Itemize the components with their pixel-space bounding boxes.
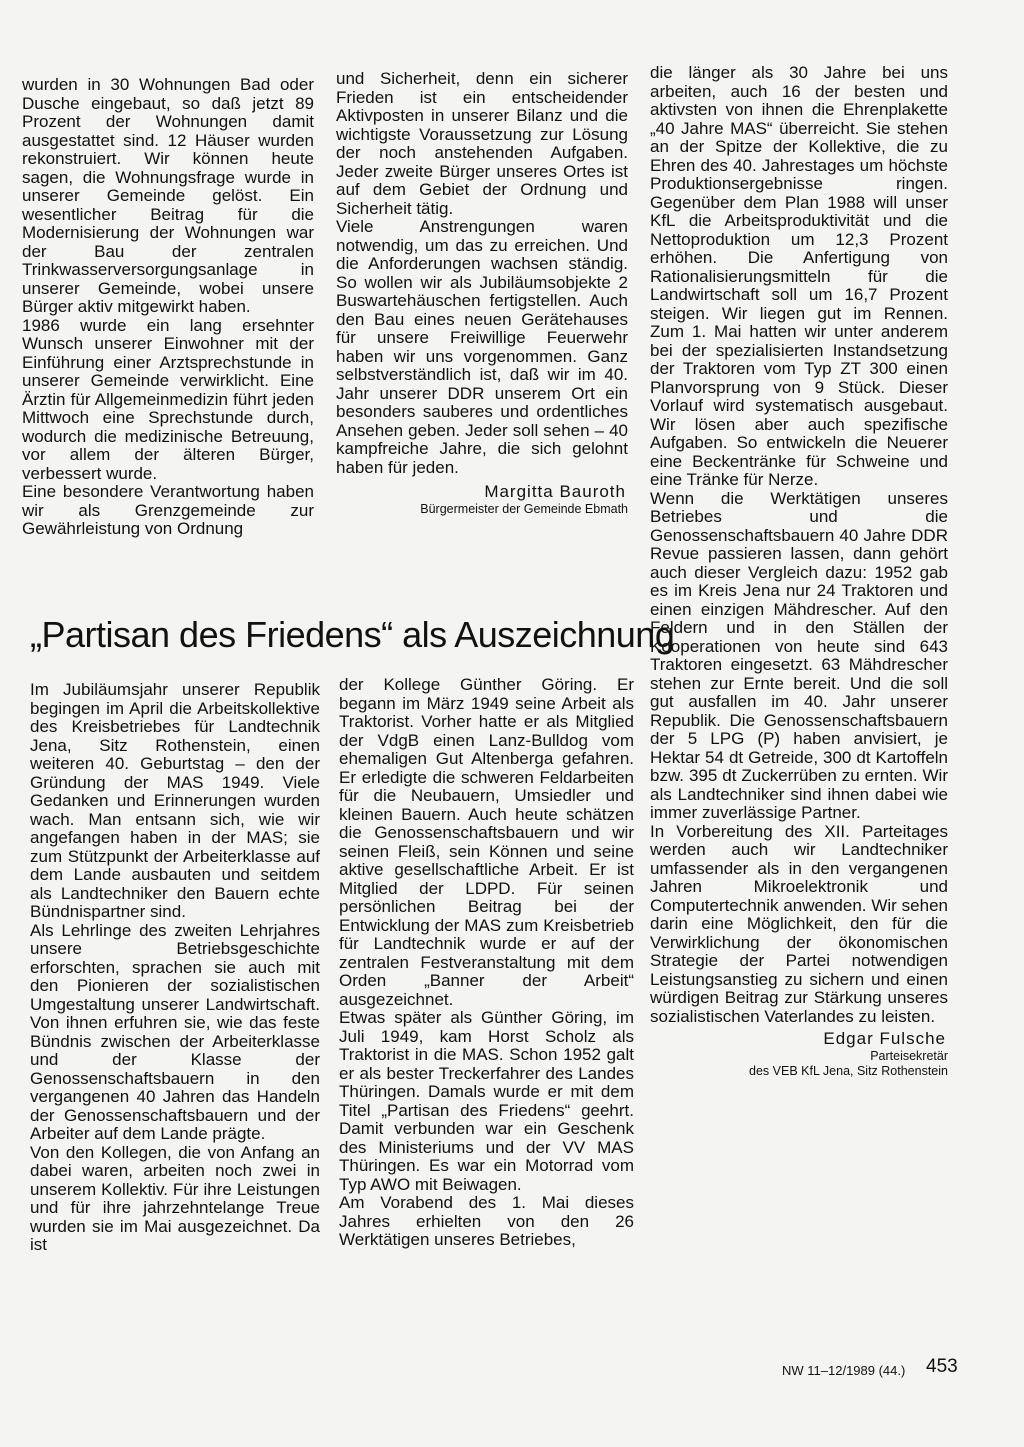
paragraph: Von den Kollegen, die von Anfang an dabei waren, arbeiten noch zwei in unserem Kollektiv. Für ihre Leistungen und für ihre jahrzehntelange Treue wurden sie im Mai ausgezeichnet. Da ist: [30, 1142, 320, 1254]
issue-reference: NW 11–12/1989 (44.): [782, 1363, 906, 1378]
article2-column-3: [650, 64, 948, 1079]
author-role: des VEB KfL Jena, Sitz Rothenstein: [749, 1063, 948, 1078]
paragraph: Am Vorabend des 1. Mai dieses Jahres erhielten von den 26 Werktätigen unseres Betriebes,: [339, 1193, 634, 1249]
paragraph: 1986 wurde ein lang ersehnter Wunsch unserer Einwohner mit der Einführung einer Arztsprechstunde in unserer Gemeinde verwirklicht. Eine Ärztin für Allgemeinmedizin führt jeden Mittwoch eine Sprechstunde durch, wodurch die medizinische Betreuung, vor allem der älteren Bürger, verbessert wurde.: [22, 315, 314, 483]
paragraph: die länger als 30 Jahre bei uns arbeiten, auch 16 der besten und aktivsten von ihnen die Ehrenplakette „40 Jahre MAS“ überreicht. Sie stehen an der Spitze der Kollektive, die zu Ehren des 40. Jahrestages um höchste Produktionsergebnisse ringen. Gegenüber dem Plan 1988 will unser KfL die Arbeitsproduktivität und die Nettoproduktion um 12,3 Prozent erhöhen. Die Anfertigung von Rationalisierungsmitteln für die Landwirtschaft soll um 16,7 Prozent steigen. Wir liegen gut im Rennen. Zum 1. Mai hatten wir unter anderem bei der spezialisierten Instandsetzung der Traktoren vom Typ ZT 300 einen Planvorsprung von 9 Stück. Dieser Vorlauf wird systematisch ausgebaut. Wir lösen aber auch spezifische Aufgaben. So entwickeln die Neuerer eine Beckentränke für Schweine und eine Tränke für Nerze.: [650, 63, 948, 489]
paragraph: der Kollege Günther Göring. Er begann im März 1949 seine Arbeit als Traktorist. Vorher hatte er als Mitglied der VdgB einen Lanz-Bulldog vom ehemaligen Gut Altenberga gefahren. Er erledigte die schweren Feldarbeiten für die Neubauern, Umsiedler und kleinen Bauern. Auch heute schätzen die Genossenschaftsbauern und wir seinen Fleiß, sein Können und seine aktive gesellschaftliche Arbeit. Er ist Mitglied der LDPD. Für seinen persönlichen Beitrag bei der Entwicklung der MAS zum Kreisbetrieb für Landtechnik wurde er auf der zentralen Festveranstaltung mit dem Orden „Banner der Arbeit“ ausgezeichnet.: [339, 675, 634, 1009]
article1-column-2: [336, 70, 628, 517]
paragraph: Im Jubiläumsjahr unserer Republik begingen im April die Arbeitskollektive des Kreisbetriebes für Landtechnik Jena, Sitz Rothenstein, einen weiteren 40. Geburtstag – den der Gründung der MAS 1949. Viele Gedanken und Erinnerungen wurden wach. Man entsann sich, wie wir angefangen haben in der MAS; sie zum Stützpunkt der Arbeiterklasse auf dem Lande ausbauten und seitdem als Landtechniker den Bauern echte Bündnispartner sind.: [30, 680, 320, 921]
page-number: 453: [926, 1356, 958, 1377]
paragraph: Viele Anstrengungen waren notwendig, um das zu erreichen. Und die Anforderungen wachsen ständig. So wollen wir als Jubiläumsobjekte 2 Buswartehäuschen fertigstellen. Auch den Bau eines neuen Gerätehauses für unsere Freiwillige Feuerwehr haben wir uns vorgenommen. Ganz selbstverständlich ist, daß wir im 40. Jahr unserer DDR unserem Ort ein besonders sauberes und ordentliches Ansehen geben. Jeder soll sehen – 40 kampfreiche Jahre, die sich gelohnt haben für jeden.: [336, 217, 628, 477]
article-headline: „Partisan des Friedens“ als Auszeichnung: [30, 614, 675, 655]
paragraph: und Sicherheit, denn ein sicherer Frieden ist ein entscheidender Aktivposten in unserer Bilanz und die wichtigste Voraussetzung zur Lösung der noch anstehenden Aufgaben. Jeder zweite Bürger unseres Ortes ist auf dem Gebiet der Ordnung und Sicherheit tätig.: [336, 69, 628, 218]
paragraph: Wenn die Werktätigen unseres Betriebes und die Genossenschaftsbauern 40 Jahre DDR Revue passieren lassen, dann gehört auch dieser Vergleich dazu: 1952 gab es im Kreis Jena nur 24 Traktoren und einen einzigen Mähdrescher. Auf den Feldern und in den Ställen der Kooperationen von heute sind 643 Traktoren eingesetzt. 63 Mähdrescher stehen zur Ernte bereit. Und die soll gut ausfallen im 40. Jahr unserer Republik. Die Genossenschaftsbauern der 5 LPG (P) haben anvisiert, je Hektar 54 dt Getreide, 300 dt Kartoffeln bzw. 395 dt Zuckerrüben zu ernten. Wir als Landtechniker sind ihnen dabei wie immer zuverlässige Partner.: [650, 488, 948, 822]
paragraph: Eine besondere Verantwortung haben wir als Grenzgemeinde zur Gewährleistung von Ordnung: [22, 482, 314, 538]
paragraph: wurden in 30 Wohnungen Bad oder Dusche eingebaut, so daß jetzt 89 Prozent der Wohnungen damit ausgestattet sind. 12 Häuser wurden rekonstruiert. Wir können heute sagen, die Wohnungsfrage wurde in unserer Gemeinde gelöst. Ein wesentlicher Beitrag für die Modernisierung der Wohnungen war der Bau der zentralen Trinkwasserversorgungsanlage in unserer Gemeinde, wobei unsere Bürger aktiv mitgewirkt haben.: [22, 75, 314, 316]
paragraph: In Vorbereitung des XII. Parteitages werden auch wir Landtechniker umfassender als in den vergangenen Jahren Mikroelektronik und Computertechnik anwenden. Wir sehen darin eine Möglichkeit, den für die Verwirklichung der ökonomischen Strategie der Partei notwendigen Leistungsanstieg zu sichern und einen würdigen Beitrag zur Stärkung unseres sozialistischen Vaterlandes zu leisten.: [650, 821, 948, 1026]
paragraph: Als Lehrlinge des zweiten Lehrjahres unsere Betriebsgeschichte erforschten, sprachen sie auch mit den Pionieren der sozialistischen Umgestaltung unserer Landwirtschaft. Von ihnen erfuhren sie, wie das feste Bündnis zwischen der Arbeiterklasse und der Klasse der Genossenschaftsbauern in den vergangenen 40 Jahren das Handeln der Genossenschaftsbauern und der Arbeiter auf dem Lande prägte.: [30, 920, 320, 1143]
author-role: Parteisekretär: [870, 1048, 948, 1063]
article1-column-1: [22, 76, 314, 539]
author-signature: Margitta Bauroth: [484, 482, 626, 501]
article2-column-2: [339, 676, 634, 1250]
author-signature: Edgar Fulsche: [823, 1029, 946, 1048]
author-role: Bürgermeister der Gemeinde Ebmath: [420, 501, 628, 516]
paragraph: Etwas später als Günther Göring, im Juli 1949, kam Horst Scholz als Traktorist in die MAS. Schon 1952 galt er als bester Treckerfahrer des Landes Thüringen. Damals wurde er mit dem Titel „Partisan des Friedens“ geehrt. Damit verbunden war ein Geschenk des Ministeriums und der VV MAS Thüringen. Es war ein Motorrad vom Typ AWO mit Beiwagen.: [339, 1008, 634, 1194]
article2-column-1: [30, 681, 320, 1255]
